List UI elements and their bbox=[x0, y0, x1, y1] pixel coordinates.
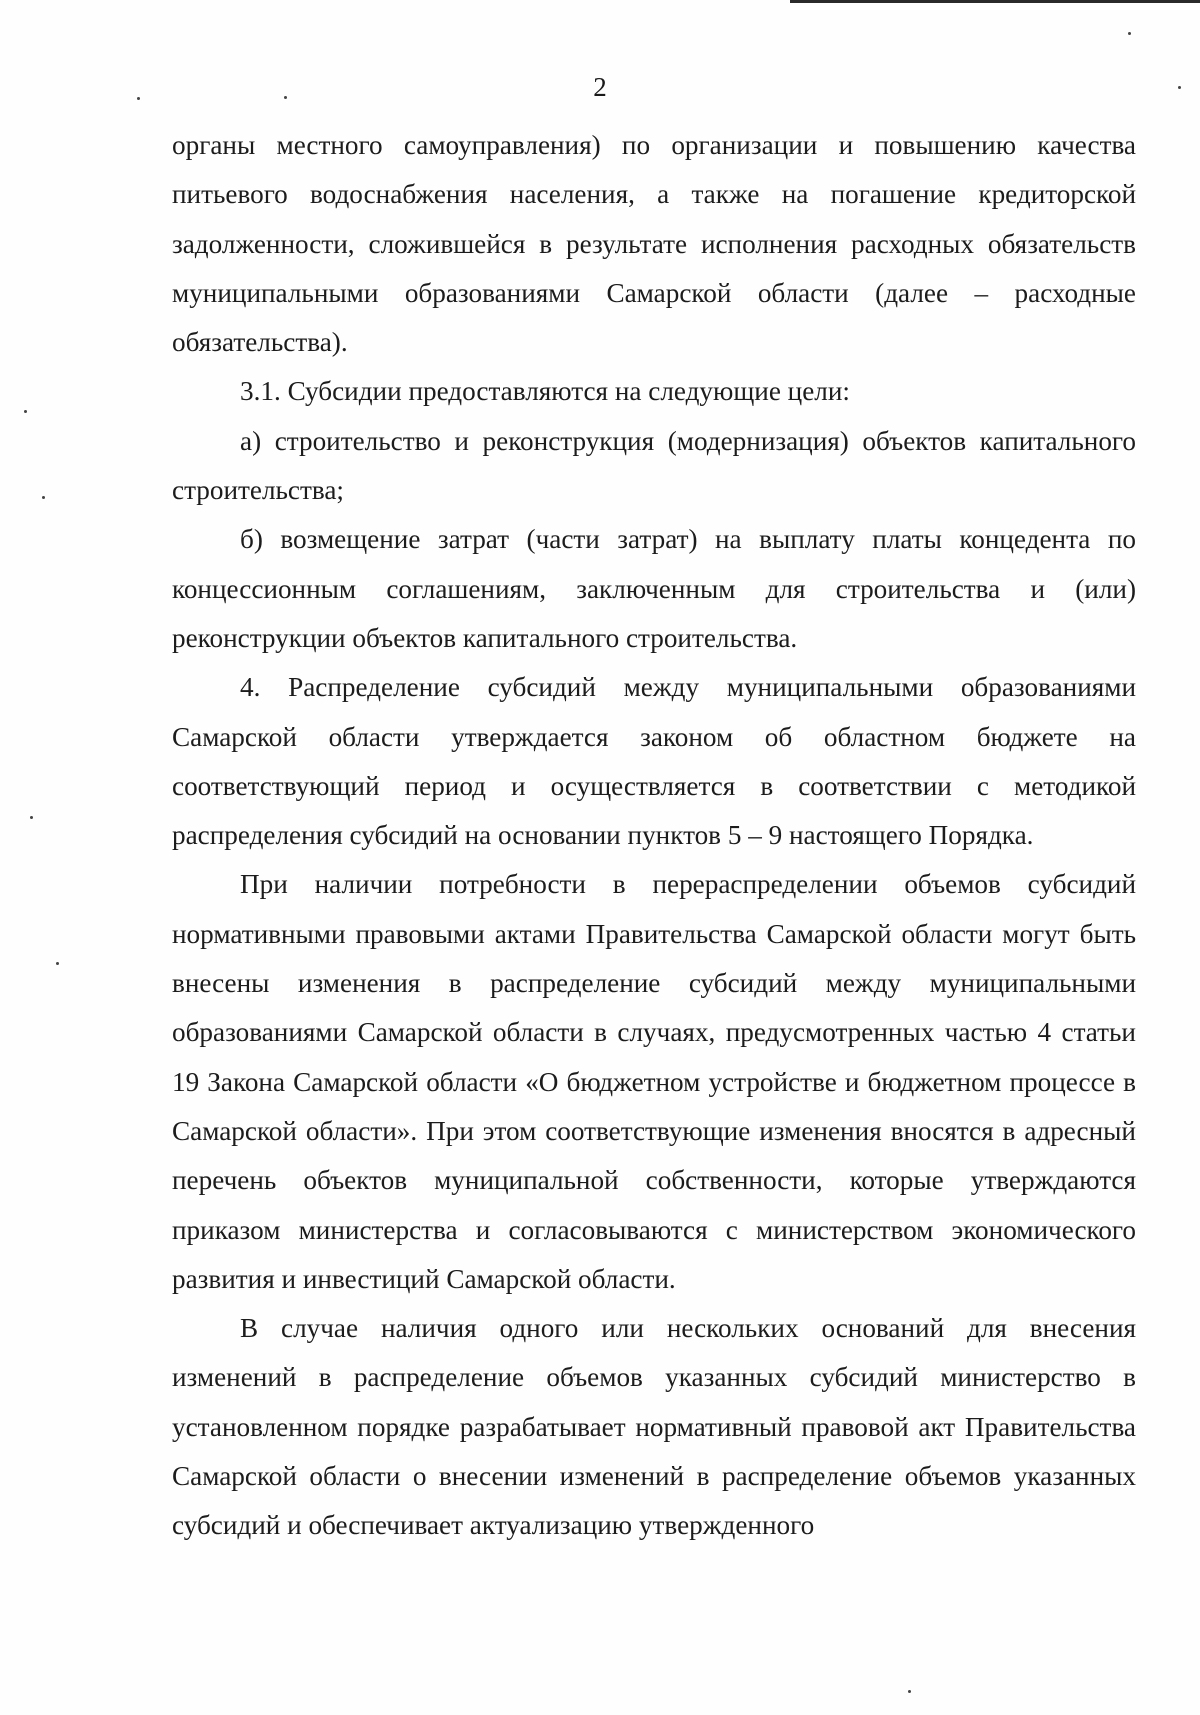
scan-speck bbox=[42, 496, 45, 499]
paragraph-continuation: органы местного самоуправления) по организации и повышению качества питьевого водоснабжения населения, а также на погашение кредиторской задолженности, сложившейся в результате исполнения расходных обязательств муниципальными образованиями Самарской области (далее – расходные обязательства). bbox=[172, 130, 1136, 358]
scan-speck bbox=[56, 962, 59, 965]
scan-speck bbox=[908, 1690, 911, 1693]
scan-speck bbox=[1128, 32, 1131, 35]
document-body bbox=[172, 121, 1136, 1551]
scan-speck bbox=[137, 97, 140, 100]
paragraph-redistribution: При наличии потребности в перераспределении объемов субсидий нормативными правовыми актами Правительства Самарской области могут быть внесены изменения в распределение субсидий между муниципальными образованиями Самарской области в случаях, предусмотренных частью 4 статьи 19 Закона Самарской области «О бюджетном устройстве и бюджетном процессе в Самарской области». При этом соответствующие изменения вносятся в адресный перечень объектов муниципальной собственности, которые утверждаются приказом министерства и согласовываются с министерством экономического развития и инвестиций Самарской области. bbox=[172, 869, 1136, 1294]
paragraph-3-1: 3.1. Субсидии предоставляются на следующие цели: bbox=[240, 376, 850, 407]
paragraph-3-1-a: а) строительство и реконструкция (модернизация) объектов капитального строительства; bbox=[172, 425, 1136, 506]
paragraph-3-1-b: б) возмещение затрат (части затрат) на выплату платы концедента по концессионным соглашениям, заключенным для строительства и (или) реконструкции объектов капитального строительства. bbox=[172, 524, 1136, 653]
scan-speck bbox=[24, 410, 27, 413]
paragraph-changes: В случае наличия одного или нескольких оснований для внесения изменений в распределение объемов указанных субсидий министерство в установленном порядке разрабатывает нормативный правовой акт Правительства Самарской области о внесении изменений в распределение объемов указанных субсидий и обеспечивает актуализацию утвержденного bbox=[172, 1313, 1136, 1541]
scan-speck bbox=[1178, 86, 1181, 89]
top-edge-line bbox=[790, 0, 1200, 3]
scan-speck bbox=[30, 816, 33, 819]
paragraph-4: 4. Распределение субсидий между муниципальными образованиями Самарской области утверждается законом об областном бюджете на соответствующий период и осуществляется в соответствии с методикой распределения субсидий на основании пунктов 5 – 9 настоящего Порядка. bbox=[172, 672, 1136, 851]
page-number: 2 bbox=[593, 72, 607, 102]
scan-speck bbox=[284, 96, 287, 99]
